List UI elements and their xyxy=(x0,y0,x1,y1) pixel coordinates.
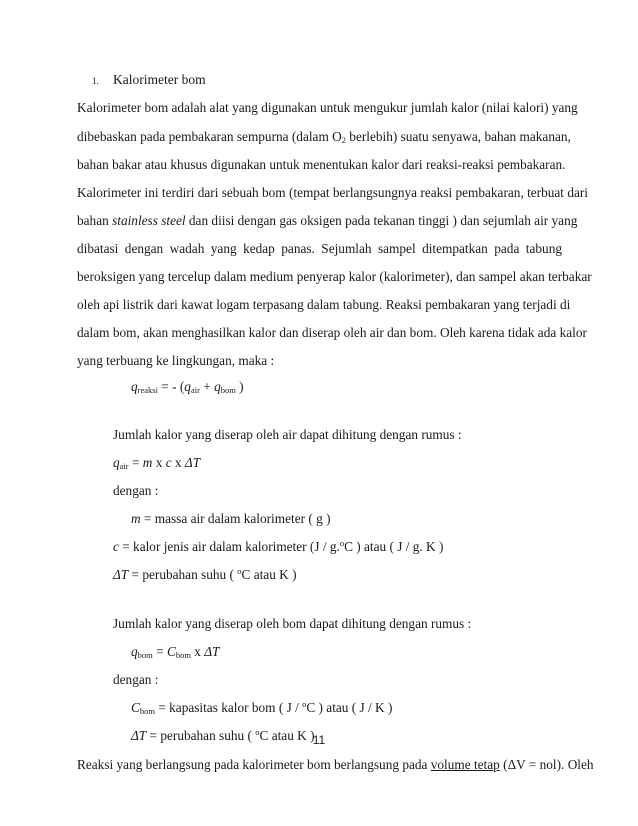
text-line: dibatasi dengan wadah yang kedap panas. Sejumlah sampel ditempatkan pada tabung xyxy=(77,241,562,256)
equation-q-air: $q_{air} = m$ x c x ΔT xyxy=(113,455,201,471)
text-line: Jumlah kalor yang diserap oleh bom dapat dihitung dengan rumus : xyxy=(113,616,472,631)
text-line: dibebaskan pada pembakaran sempurna (dalam $O_2$ berlebih) suatu senyawa, bahan makanan, xyxy=(77,129,571,145)
equation-q-bom: $q_{bom} = C_{bom}$ x ΔT xyxy=(131,644,220,660)
definition-m: m = massa air dalam kalorimeter ( g ) xyxy=(131,511,331,526)
text-line: bahan bakar atau khusus digunakan untuk menentukan kalor dari reaksi-reaksi pembakaran. xyxy=(77,157,566,172)
text-line: Jumlah kalor yang diserap oleh air dapat dihitung dengan rumus : xyxy=(113,427,462,442)
definition-c: c = kalor jenis air dalam kalorimeter (J / g.$^o$C ) atau ( J / g. K ) xyxy=(113,538,444,554)
text-line: dalam bom, akan menghasilkan kalor dan diserap oleh air dan bom. Oleh karena tidak ada kalor xyxy=(77,325,587,340)
definition-delta-t: ΔT = perubahan suhu ( $^o$C atau K ) xyxy=(113,566,297,582)
text-line: oleh api listrik dari kawat logam terpasang dalam tabung. Reaksi pembakaran yang terjadi di xyxy=(77,297,571,312)
text-line: beroksigen yang tercelup dalam medium penyerap kalor (kalorimeter), dan sampel akan terbakar xyxy=(77,269,592,284)
text-line: dengan : xyxy=(113,483,159,498)
section-heading: Kalorimeter bom xyxy=(113,72,206,87)
text-line: Kalorimeter ini terdiri dari sebuah bom (tempat berlangsungnya reaksi pembakaran, terbuat dari xyxy=(77,185,589,200)
list-number: 1. xyxy=(92,76,99,86)
text-line: Reaksi yang berlangsung pada kalorimeter bom berlangsung pada volume tetap (ΔV = nol). Oleh xyxy=(77,757,594,772)
text-line: bahan stainless steel dan diisi dengan gas oksigen pada tekanan tinggi ) dan sejumlah air yang xyxy=(77,213,578,228)
definition-c-bom: $C_{bom}$ = kapasitas kalor bom ( J / $^o$C ) atau ( J / K ) xyxy=(131,699,393,716)
page-number: 11 xyxy=(312,733,326,747)
definition-delta-t-bom: ΔT = perubahan suhu ( $^o$C atau K ) xyxy=(131,727,315,743)
text-line: Kalorimeter bom adalah alat yang digunakan untuk mengukur jumlah kalor (nilai kalori) yang xyxy=(77,100,578,115)
equation-q-reaksi: $q_{reaksi}$ = - ($q_{air} + q_{bom}$ ) xyxy=(131,379,244,395)
text-line: dengan : xyxy=(113,672,159,687)
text-line: yang terbuang ke lingkungan, maka : xyxy=(77,353,275,368)
